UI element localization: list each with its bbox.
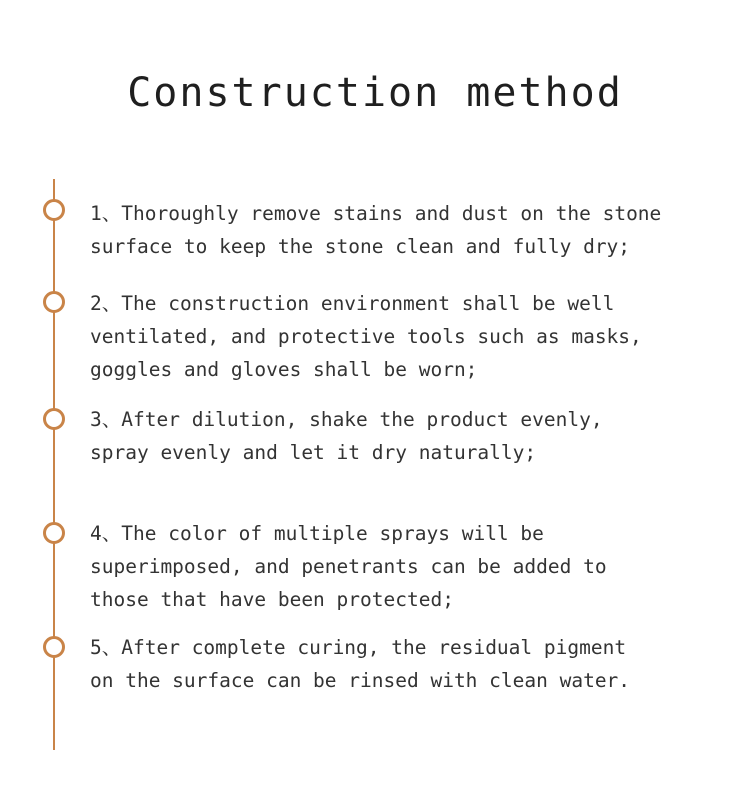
step-2-number: 2、 <box>90 292 122 315</box>
step-1-line-2: surface to keep the stone clean and fully dry; <box>90 235 631 258</box>
step-4-line-2: superimposed, and penetrants can be added to <box>90 555 607 578</box>
step-2-line-3: goggles and gloves shall be worn; <box>90 358 478 381</box>
step-4 <box>90 517 720 616</box>
step-3-number: 3、 <box>90 408 122 431</box>
step-4-line-1: 4、The color of multiple sprays will be <box>90 522 544 545</box>
step-1-number: 1、 <box>90 202 122 225</box>
step-2 <box>90 287 720 386</box>
step-4-number: 4、 <box>90 522 122 545</box>
timeline-marker-4 <box>43 522 65 544</box>
step-1-line-1: 1、Thoroughly remove stains and dust on the stone <box>90 202 662 225</box>
step-3-line-1: 3、After dilution, shake the product evenly, <box>90 408 603 431</box>
timeline-marker-2 <box>43 291 65 313</box>
step-5 <box>90 631 720 697</box>
step-2-line-1: 2、The construction environment shall be well <box>90 292 615 315</box>
page-title: Construction method <box>127 70 623 116</box>
step-2-line-2: ventilated, and protective tools such as masks, <box>90 325 642 348</box>
step-3-line-2: spray evenly and let it dry naturally; <box>90 441 537 464</box>
step-5-line-1: 5、After complete curing, the residual pigment <box>90 636 627 659</box>
timeline-line <box>53 179 55 750</box>
step-4-line-3: those that have been protected; <box>90 588 454 611</box>
step-5-number: 5、 <box>90 636 122 659</box>
timeline-marker-3 <box>43 408 65 430</box>
step-3 <box>90 403 720 469</box>
step-5-line-2: on the surface can be rinsed with clean water. <box>90 669 631 692</box>
timeline-marker-1 <box>43 199 65 221</box>
step-1 <box>90 197 720 263</box>
timeline-marker-5 <box>43 636 65 658</box>
